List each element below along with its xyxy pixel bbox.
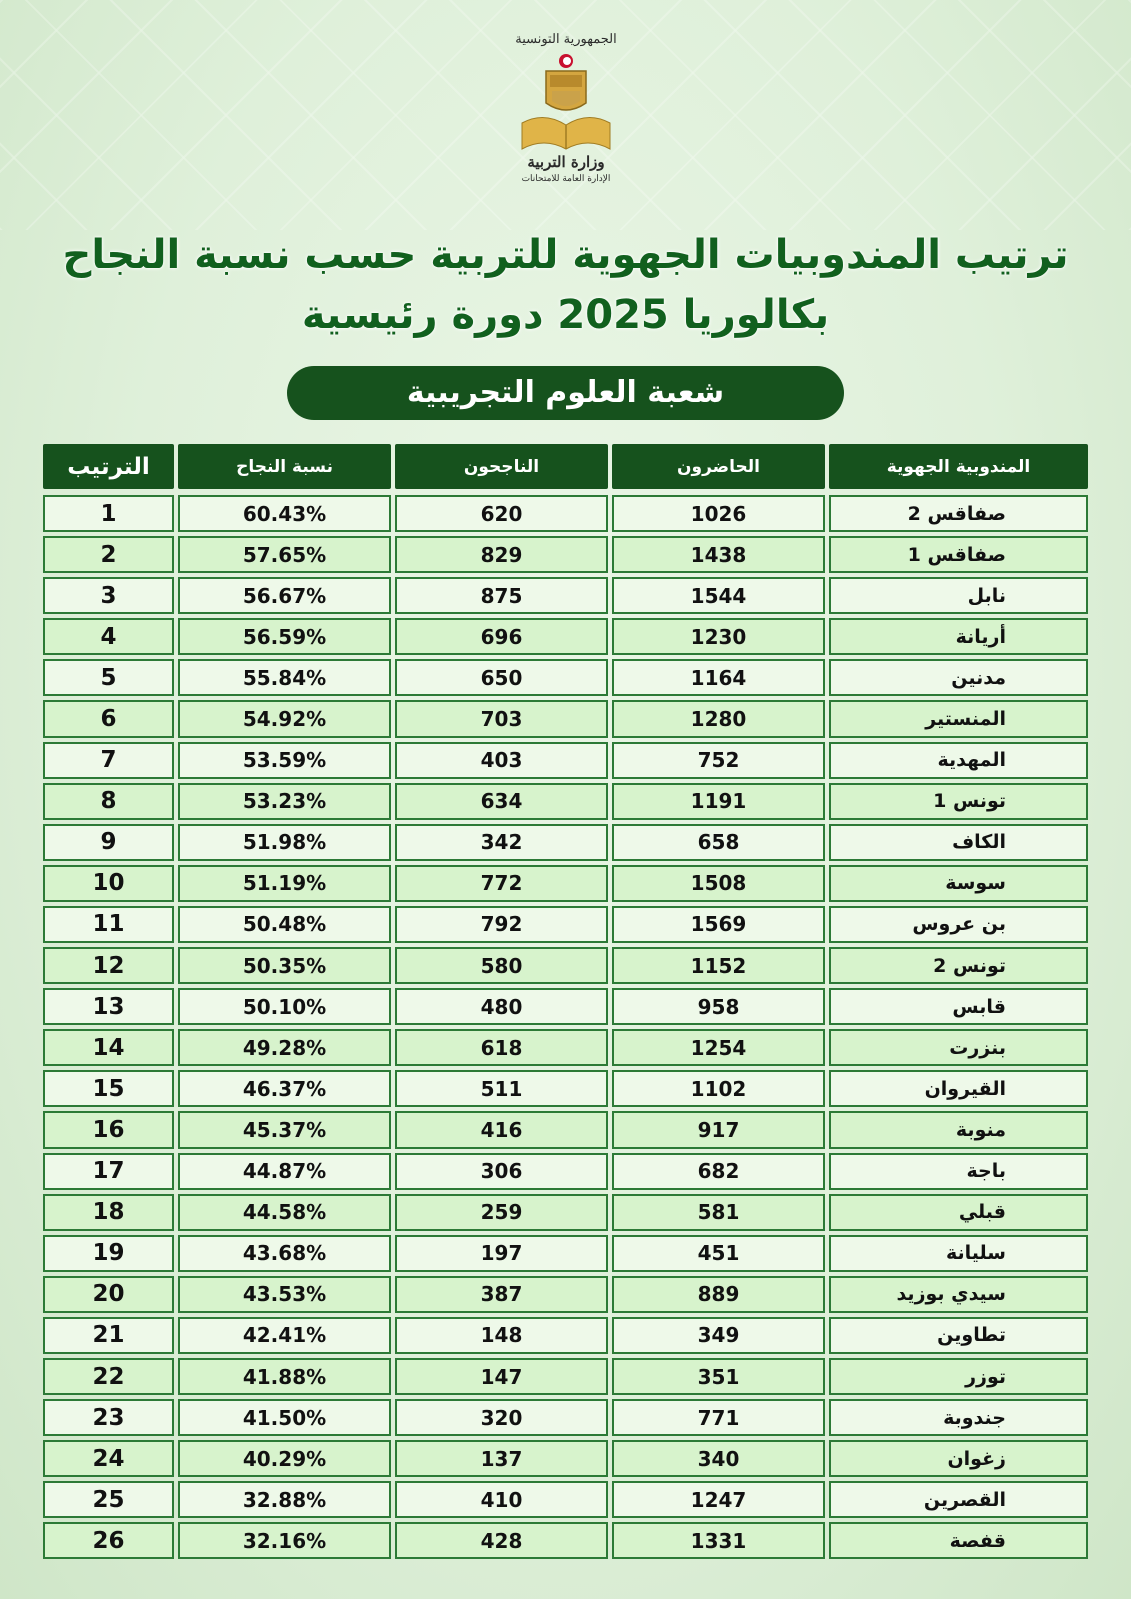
table-row [43, 1522, 1088, 1559]
cell-rate: 51.19% [178, 865, 391, 902]
cell-passed: 511 [395, 1070, 608, 1107]
table-header [43, 444, 1088, 489]
cell-region: قفصة [829, 1522, 1088, 1559]
section-banner: شعبة العلوم التجريبية [287, 366, 844, 420]
cell-rank: 20 [43, 1276, 174, 1313]
table-row [43, 1235, 1088, 1272]
header-region: المندوبية الجهوية [829, 444, 1088, 489]
cell-rate: 60.43% [178, 495, 391, 532]
table-row [43, 824, 1088, 861]
table-row [43, 659, 1088, 696]
cell-present: 340 [612, 1440, 825, 1477]
cell-present: 451 [612, 1235, 825, 1272]
cell-region: سليانة [829, 1235, 1088, 1272]
cell-rate: 40.29% [178, 1440, 391, 1477]
table-row [43, 1481, 1088, 1518]
cell-passed: 147 [395, 1358, 608, 1395]
cell-present: 682 [612, 1153, 825, 1190]
cell-region: قبلي [829, 1194, 1088, 1231]
cell-rate: 57.65% [178, 536, 391, 573]
table-row [43, 577, 1088, 614]
table-row [43, 536, 1088, 573]
cell-rank: 18 [43, 1194, 174, 1231]
cell-region: سوسة [829, 865, 1088, 902]
ministry-logo [506, 28, 626, 218]
cell-rate: 44.58% [178, 1194, 391, 1231]
cell-rate: 53.23% [178, 783, 391, 820]
cell-region: أريانة [829, 618, 1088, 655]
cell-rate: 46.37% [178, 1070, 391, 1107]
cell-present: 1152 [612, 947, 825, 984]
cell-region: تونس 1 [829, 783, 1088, 820]
cell-region: بن عروس [829, 906, 1088, 943]
cell-present: 1544 [612, 577, 825, 614]
table-row [43, 1440, 1088, 1477]
cell-region: صفاقس 2 [829, 495, 1088, 532]
cell-passed: 580 [395, 947, 608, 984]
cell-passed: 634 [395, 783, 608, 820]
cell-region: بنزرت [829, 1029, 1088, 1066]
cell-passed: 410 [395, 1481, 608, 1518]
cell-rank: 1 [43, 495, 174, 532]
cell-present: 1247 [612, 1481, 825, 1518]
cell-present: 1254 [612, 1029, 825, 1066]
cell-region: سيدي بوزيد [829, 1276, 1088, 1313]
cell-present: 351 [612, 1358, 825, 1395]
cell-rank: 22 [43, 1358, 174, 1395]
cell-rank: 23 [43, 1399, 174, 1436]
cell-passed: 306 [395, 1153, 608, 1190]
cell-present: 1164 [612, 659, 825, 696]
table-row [43, 1358, 1088, 1395]
cell-region: القصرين [829, 1481, 1088, 1518]
cell-rate: 45.37% [178, 1111, 391, 1148]
cell-rate: 43.53% [178, 1276, 391, 1313]
cell-rate: 49.28% [178, 1029, 391, 1066]
emblem-icon [516, 51, 616, 151]
cell-region: الكاف [829, 824, 1088, 861]
cell-passed: 137 [395, 1440, 608, 1477]
cell-rank: 15 [43, 1070, 174, 1107]
cell-region: تونس 2 [829, 947, 1088, 984]
cell-passed: 416 [395, 1111, 608, 1148]
cell-rate: 50.10% [178, 988, 391, 1025]
cell-rate: 55.84% [178, 659, 391, 696]
header-present: الحاضرون [612, 444, 825, 489]
cell-region: قابس [829, 988, 1088, 1025]
cell-passed: 772 [395, 865, 608, 902]
cell-present: 349 [612, 1317, 825, 1354]
cell-rate: 42.41% [178, 1317, 391, 1354]
table-row [43, 1153, 1088, 1190]
ministry-name: وزارة التربية [527, 153, 605, 171]
page-title-line2: بكالوريا 2025 دورة رئيسية [301, 292, 830, 338]
table-row [43, 947, 1088, 984]
cell-present: 1569 [612, 906, 825, 943]
cell-present: 1026 [612, 495, 825, 532]
cell-passed: 387 [395, 1276, 608, 1313]
cell-rank: 16 [43, 1111, 174, 1148]
cell-rank: 19 [43, 1235, 174, 1272]
department-name: الإدارة العامة للامتحانات [521, 174, 611, 184]
cell-present: 1331 [612, 1522, 825, 1559]
cell-region: المهدية [829, 742, 1088, 779]
cell-passed: 703 [395, 700, 608, 737]
cell-region: منوبة [829, 1111, 1088, 1148]
cell-passed: 618 [395, 1029, 608, 1066]
cell-passed: 197 [395, 1235, 608, 1272]
republic-text: الجمهورية التونسية [515, 32, 617, 47]
cell-rank: 12 [43, 947, 174, 984]
table-row [43, 1194, 1088, 1231]
table-row [43, 1399, 1088, 1436]
cell-rank: 10 [43, 865, 174, 902]
cell-present: 958 [612, 988, 825, 1025]
cell-rate: 32.88% [178, 1481, 391, 1518]
table-row [43, 742, 1088, 779]
cell-passed: 875 [395, 577, 608, 614]
table-row [43, 1317, 1088, 1354]
cell-rank: 26 [43, 1522, 174, 1559]
page-title-line1: ترتيب المندوبيات الجهوية للتربية حسب نسبة النجاح [62, 232, 1069, 278]
cell-rate: 54.92% [178, 700, 391, 737]
cell-region: القيروان [829, 1070, 1088, 1107]
table-row [43, 1070, 1088, 1107]
cell-region: باجة [829, 1153, 1088, 1190]
cell-present: 752 [612, 742, 825, 779]
cell-passed: 650 [395, 659, 608, 696]
cell-rate: 44.87% [178, 1153, 391, 1190]
cell-rank: 14 [43, 1029, 174, 1066]
table-row [43, 1111, 1088, 1148]
cell-passed: 829 [395, 536, 608, 573]
cell-rank: 25 [43, 1481, 174, 1518]
table-row [43, 783, 1088, 820]
header-rate: نسبة النجاح [178, 444, 391, 489]
cell-passed: 620 [395, 495, 608, 532]
cell-region: زغوان [829, 1440, 1088, 1477]
table-row [43, 865, 1088, 902]
cell-rank: 21 [43, 1317, 174, 1354]
results-table [43, 444, 1088, 1563]
cell-present: 1102 [612, 1070, 825, 1107]
cell-present: 889 [612, 1276, 825, 1313]
cell-rank: 5 [43, 659, 174, 696]
cell-present: 581 [612, 1194, 825, 1231]
cell-rank: 8 [43, 783, 174, 820]
header-rank: الترتيب [43, 444, 174, 489]
cell-passed: 480 [395, 988, 608, 1025]
cell-passed: 403 [395, 742, 608, 779]
cell-rank: 7 [43, 742, 174, 779]
cell-present: 1191 [612, 783, 825, 820]
cell-passed: 342 [395, 824, 608, 861]
table-row [43, 700, 1088, 737]
cell-region: تطاوين [829, 1317, 1088, 1354]
table-row [43, 906, 1088, 943]
cell-rank: 17 [43, 1153, 174, 1190]
table-body [43, 495, 1088, 1559]
cell-rate: 56.59% [178, 618, 391, 655]
cell-rate: 53.59% [178, 742, 391, 779]
cell-rate: 50.48% [178, 906, 391, 943]
table-row [43, 988, 1088, 1025]
cell-rank: 13 [43, 988, 174, 1025]
cell-present: 1280 [612, 700, 825, 737]
cell-present: 1438 [612, 536, 825, 573]
cell-present: 658 [612, 824, 825, 861]
cell-present: 917 [612, 1111, 825, 1148]
cell-passed: 792 [395, 906, 608, 943]
cell-region: المنستير [829, 700, 1088, 737]
cell-present: 1508 [612, 865, 825, 902]
cell-rate: 50.35% [178, 947, 391, 984]
cell-passed: 428 [395, 1522, 608, 1559]
cell-present: 771 [612, 1399, 825, 1436]
cell-rate: 41.88% [178, 1358, 391, 1395]
cell-passed: 696 [395, 618, 608, 655]
cell-rank: 2 [43, 536, 174, 573]
cell-rank: 3 [43, 577, 174, 614]
cell-passed: 259 [395, 1194, 608, 1231]
table-row [43, 1276, 1088, 1313]
cell-rate: 32.16% [178, 1522, 391, 1559]
cell-passed: 148 [395, 1317, 608, 1354]
cell-region: صفاقس 1 [829, 536, 1088, 573]
cell-rank: 11 [43, 906, 174, 943]
cell-region: نابل [829, 577, 1088, 614]
cell-rank: 4 [43, 618, 174, 655]
cell-rank: 24 [43, 1440, 174, 1477]
header-passed: الناجحون [395, 444, 608, 489]
cell-region: جندوبة [829, 1399, 1088, 1436]
table-row [43, 618, 1088, 655]
cell-region: مدنين [829, 659, 1088, 696]
table-row [43, 495, 1088, 532]
cell-present: 1230 [612, 618, 825, 655]
cell-rank: 6 [43, 700, 174, 737]
cell-passed: 320 [395, 1399, 608, 1436]
table-row [43, 1029, 1088, 1066]
cell-rate: 43.68% [178, 1235, 391, 1272]
cell-rate: 56.67% [178, 577, 391, 614]
cell-region: توزر [829, 1358, 1088, 1395]
cell-rate: 41.50% [178, 1399, 391, 1436]
cell-rate: 51.98% [178, 824, 391, 861]
cell-rank: 9 [43, 824, 174, 861]
